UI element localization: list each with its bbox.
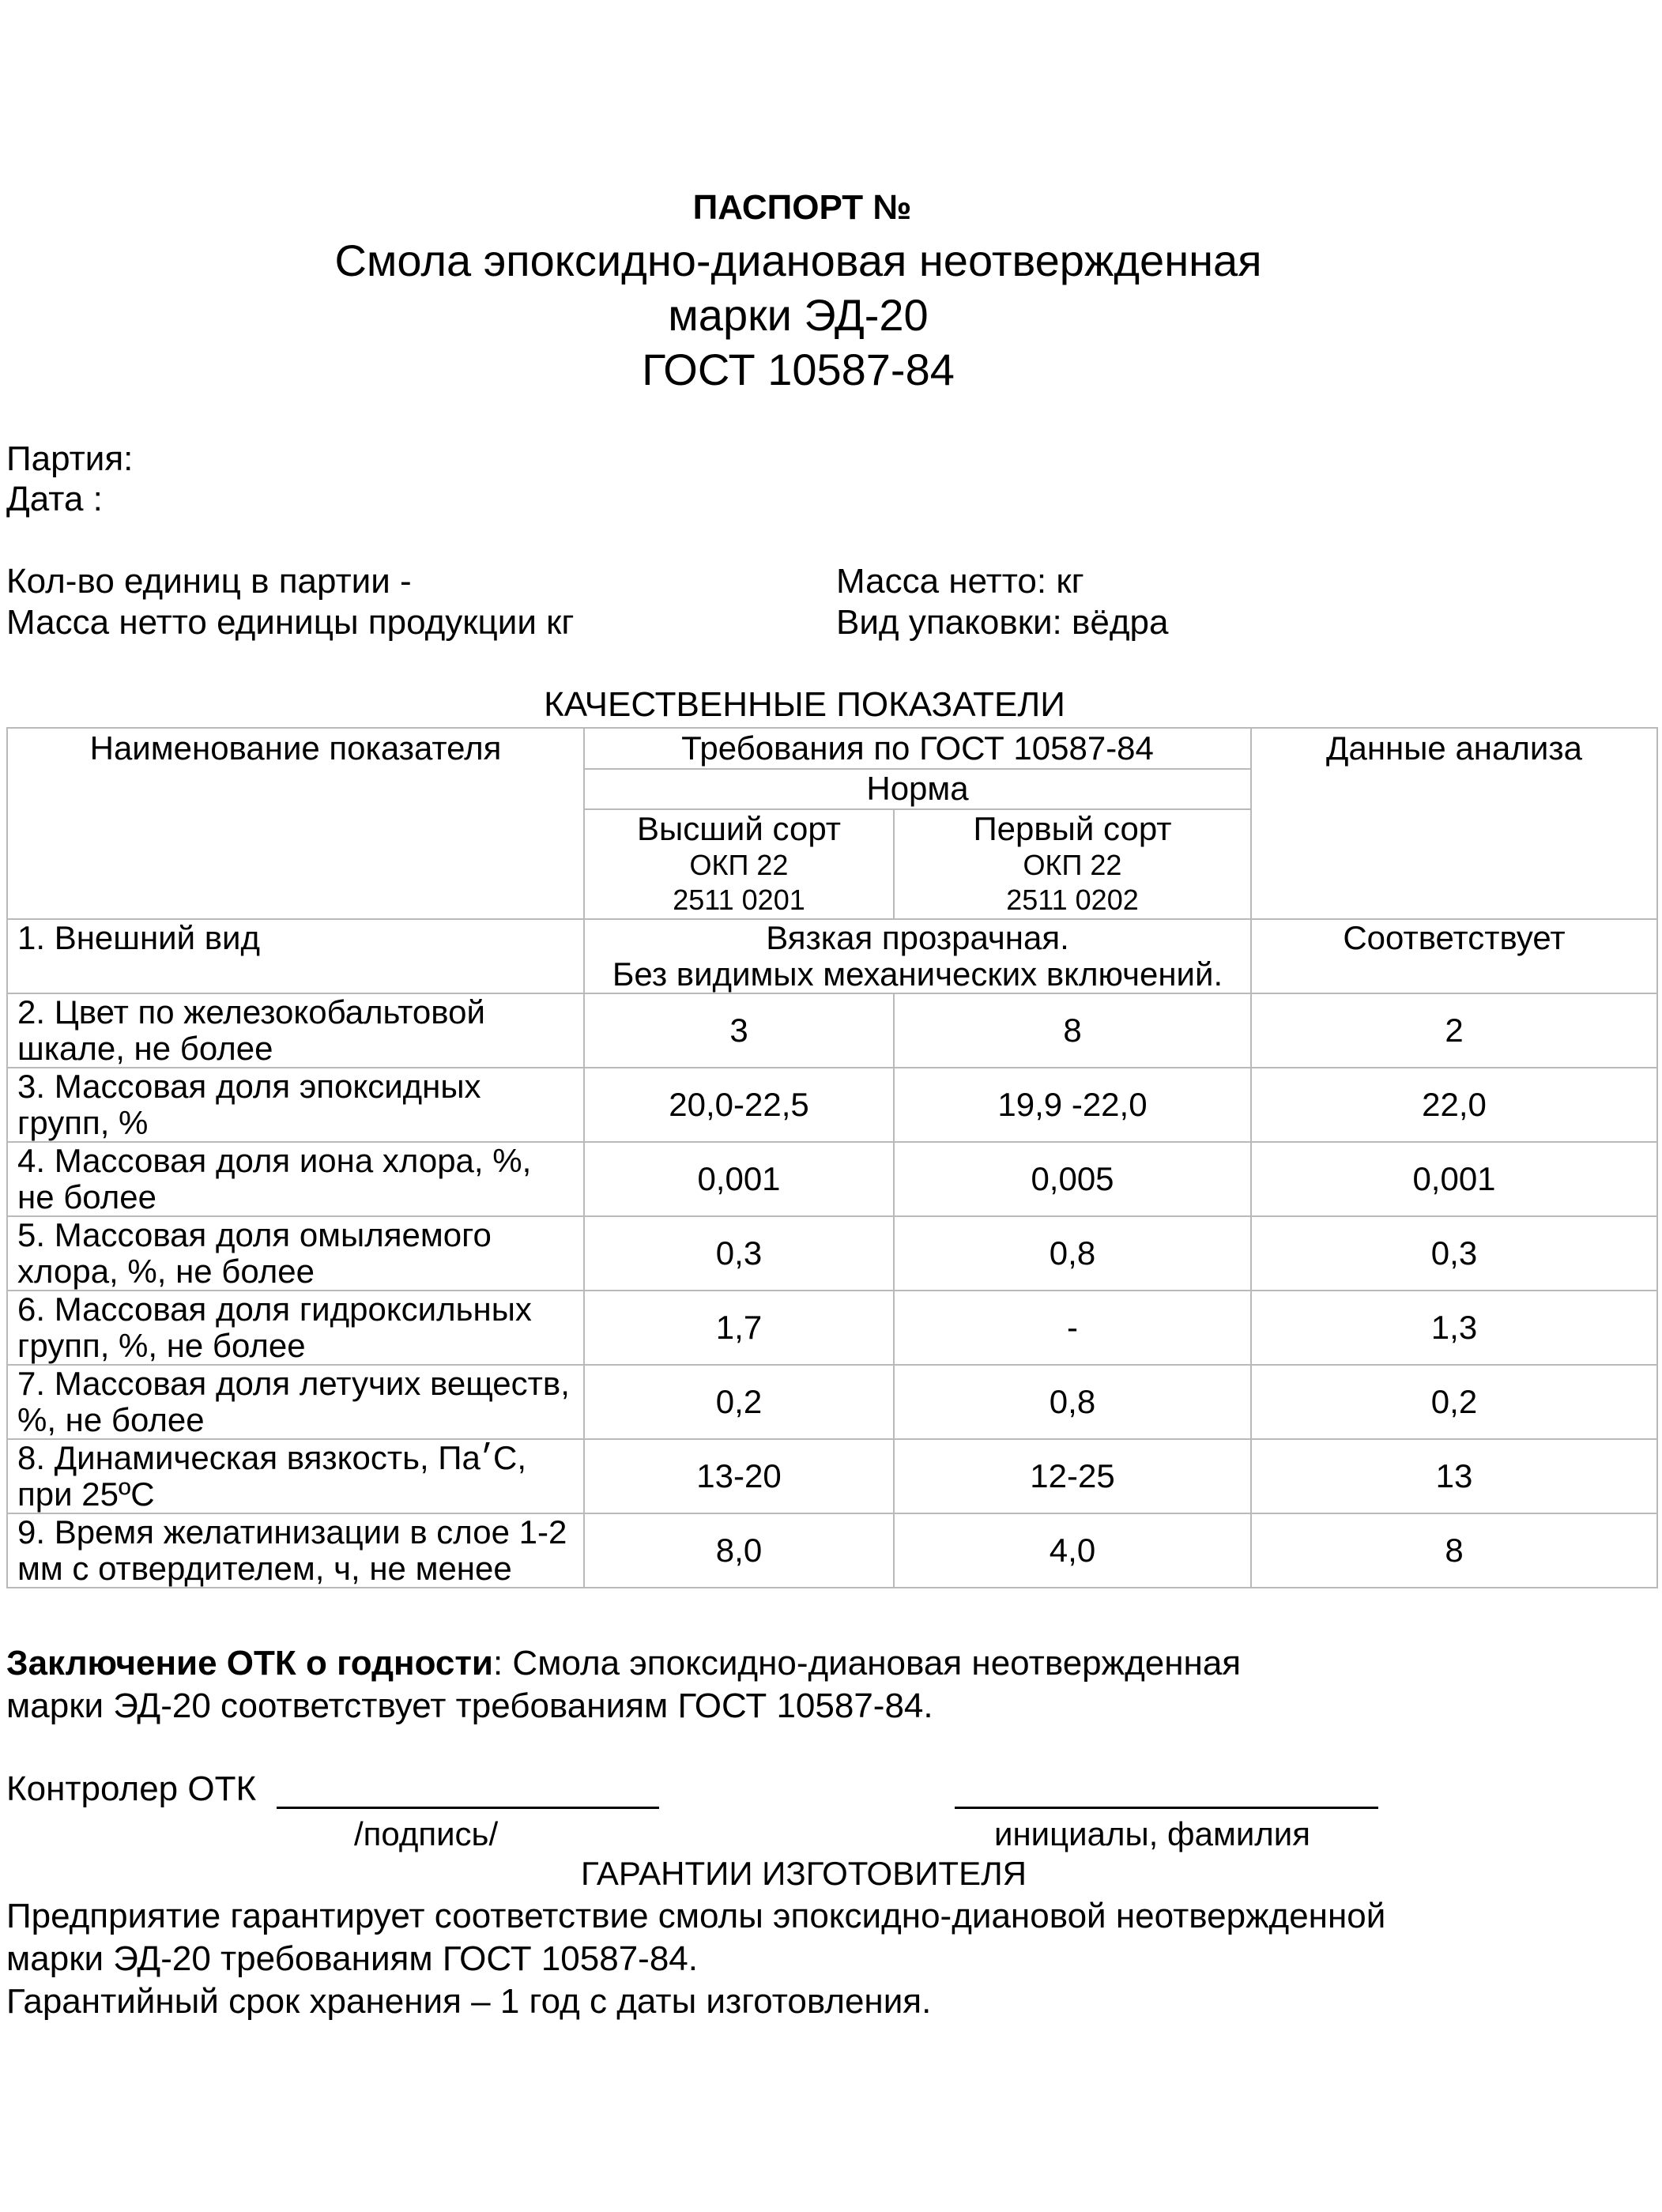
- row-name-line: 6. Массовая доля гидроксильных: [17, 1291, 532, 1328]
- row-name-line: 3. Массовая доля эпоксидных: [17, 1068, 481, 1105]
- conclusion-label: Заключение ОТК о годности: [6, 1644, 493, 1683]
- row-value-top-grade: 20,0-22,5: [584, 1068, 894, 1142]
- quality-heading: КАЧЕСТВЕННЫЕ ПОКАЗАТЕЛИ: [544, 685, 1065, 724]
- product-standard: ГОСТ 10587-84: [642, 345, 955, 394]
- controller-label: Контролер ОТК: [6, 1769, 257, 1808]
- table-row: [7, 1216, 1657, 1291]
- guarantee-text-2: марки ЭД-20 требованиям ГОСТ 10587-84.: [6, 1939, 698, 1978]
- row-name-line: 8. Динамическая вязкость, Па׳С,: [17, 1439, 527, 1476]
- date-field: Дата :: [6, 480, 103, 518]
- row-result: 2: [1251, 993, 1657, 1068]
- grade-first-okp-2: 2511 0202: [1006, 883, 1139, 916]
- packaging-field: Вид упаковки: вёдра: [836, 603, 1169, 642]
- row-name-line: хлора, %, не более: [17, 1253, 315, 1290]
- norm-header: Норма: [584, 769, 1251, 808]
- row-result: 0,3: [1251, 1216, 1657, 1291]
- units-in-batch-field: Кол-во единиц в партии -: [6, 562, 412, 601]
- guarantee-heading: ГАРАНТИИ ИЗГОТОВИТЕЛЯ: [580, 1855, 1027, 1892]
- conclusion-line-1: [6, 1642, 1241, 1685]
- grade-top-okp-2: 2511 0201: [673, 883, 805, 916]
- row-result: Соответствует: [1251, 919, 1657, 993]
- product-grade: марки ЭД-20: [668, 290, 929, 340]
- row-name-line: 7. Массовая доля летучих веществ,: [17, 1365, 570, 1402]
- column-header-analysis: Данные анализа: [1251, 728, 1657, 919]
- table-row: [7, 1291, 1657, 1365]
- row-name-line: шкале, не более: [17, 1030, 273, 1067]
- initials-line: [955, 1807, 1378, 1809]
- row-result: 8: [1251, 1513, 1657, 1588]
- table-row: [7, 1068, 1657, 1142]
- table-row: [7, 1142, 1657, 1216]
- batch-field: Партия:: [6, 439, 134, 478]
- row-name-line: при 25ºС: [17, 1475, 155, 1513]
- table-row: [7, 993, 1657, 1068]
- row-value-first-grade: 19,9 -22,0: [894, 1068, 1251, 1142]
- unit-net-mass-field: Масса нетто единицы продукции кг: [6, 603, 575, 642]
- row-value-first-grade: 12-25: [894, 1439, 1251, 1513]
- row-name-line: 9. Время желатинизации в слое 1-2: [17, 1513, 567, 1551]
- passport-label: ПАСПОРТ №: [692, 188, 912, 227]
- row-value-first-grade: -: [894, 1291, 1251, 1365]
- product-title: Смола эпоксидно-диановая неотвержденная: [334, 236, 1262, 285]
- signature-caption: /подпись/: [354, 1815, 499, 1852]
- row-name-line: %, не более: [17, 1401, 205, 1438]
- column-header-requirements: Требования по ГОСТ 10587-84: [584, 728, 1251, 769]
- grade-top-name: Высший сорт: [637, 809, 841, 847]
- row-name-line: мм с отвердителем, ч, не менее: [17, 1550, 512, 1587]
- row-value-top-grade: 13-20: [584, 1439, 894, 1513]
- appearance-norm-line-2: Без видимых механических включений.: [612, 955, 1223, 993]
- row-result: 0,001: [1251, 1142, 1657, 1216]
- initials-caption: инициалы, фамилия: [994, 1815, 1310, 1852]
- row-value-first-grade: 8: [894, 993, 1251, 1068]
- row-name: 1. Внешний вид: [7, 919, 584, 993]
- conclusion-text-2: марки ЭД-20 соответствует требованиям ГОСТ 10587-84.: [6, 1686, 933, 1725]
- row-name-line: групп, %: [17, 1104, 149, 1141]
- row-name: [7, 993, 584, 1068]
- row-name-line: не более: [17, 1178, 156, 1215]
- row-name-line: 5. Массовая доля омыляемого: [17, 1216, 492, 1253]
- row-value-top-grade: 1,7: [584, 1291, 894, 1365]
- row-value-top-grade: 0,001: [584, 1142, 894, 1216]
- row-value-first-grade: 0,8: [894, 1216, 1251, 1291]
- quality-table: [6, 727, 1658, 1588]
- conclusion-text-1: : Смола эпоксидно-диановая неотвержденная: [492, 1644, 1242, 1683]
- row-name: [7, 1513, 584, 1588]
- row-value-top-grade: 0,2: [584, 1365, 894, 1439]
- table-row: [7, 1439, 1657, 1513]
- row-name-line: групп, %, не более: [17, 1327, 306, 1364]
- row-value-first-grade: 4,0: [894, 1513, 1251, 1588]
- row-name: [7, 1439, 584, 1513]
- net-mass-field: Масса нетто: кг: [836, 562, 1084, 601]
- table-row: [7, 1513, 1657, 1588]
- row-result: 1,3: [1251, 1291, 1657, 1365]
- row-name: [7, 1068, 584, 1142]
- row-name: [7, 1291, 584, 1365]
- appearance-norm: [584, 919, 1251, 993]
- table-row: [7, 1365, 1657, 1439]
- grade-top-okp-1: ОКП 22: [689, 848, 789, 881]
- row-name: [7, 1365, 584, 1439]
- row-name-line: 4. Массовая доля иона хлора, %,: [17, 1142, 532, 1179]
- table-row: [7, 919, 1657, 993]
- row-name-line: 2. Цвет по железокобальтовой: [17, 993, 485, 1031]
- grade-top-header: [584, 809, 894, 919]
- appearance-norm-line-1: Вязкая прозрачная.: [766, 919, 1069, 956]
- row-value-top-grade: 8,0: [584, 1513, 894, 1588]
- grade-first-header: [894, 809, 1251, 919]
- column-header-name: Наименование показателя: [7, 728, 584, 919]
- row-result: 22,0: [1251, 1068, 1657, 1142]
- guarantee-text-3: Гарантийный срок хранения – 1 год с даты изготовления.: [6, 1982, 932, 2021]
- row-value-top-grade: 0,3: [584, 1216, 894, 1291]
- grade-first-okp-1: ОКП 22: [1023, 848, 1122, 881]
- row-result: 13: [1251, 1439, 1657, 1513]
- row-value-top-grade: 3: [584, 993, 894, 1068]
- row-value-first-grade: 0,005: [894, 1142, 1251, 1216]
- row-value-first-grade: 0,8: [894, 1365, 1251, 1439]
- signature-line: [277, 1807, 659, 1809]
- guarantee-text-1: Предприятие гарантирует соответствие смолы эпоксидно-диановой неотвержденной: [6, 1897, 1386, 1935]
- row-name: [7, 1142, 584, 1216]
- row-result: 0,2: [1251, 1365, 1657, 1439]
- row-name: [7, 1216, 584, 1291]
- grade-first-name: Первый сорт: [973, 809, 1172, 847]
